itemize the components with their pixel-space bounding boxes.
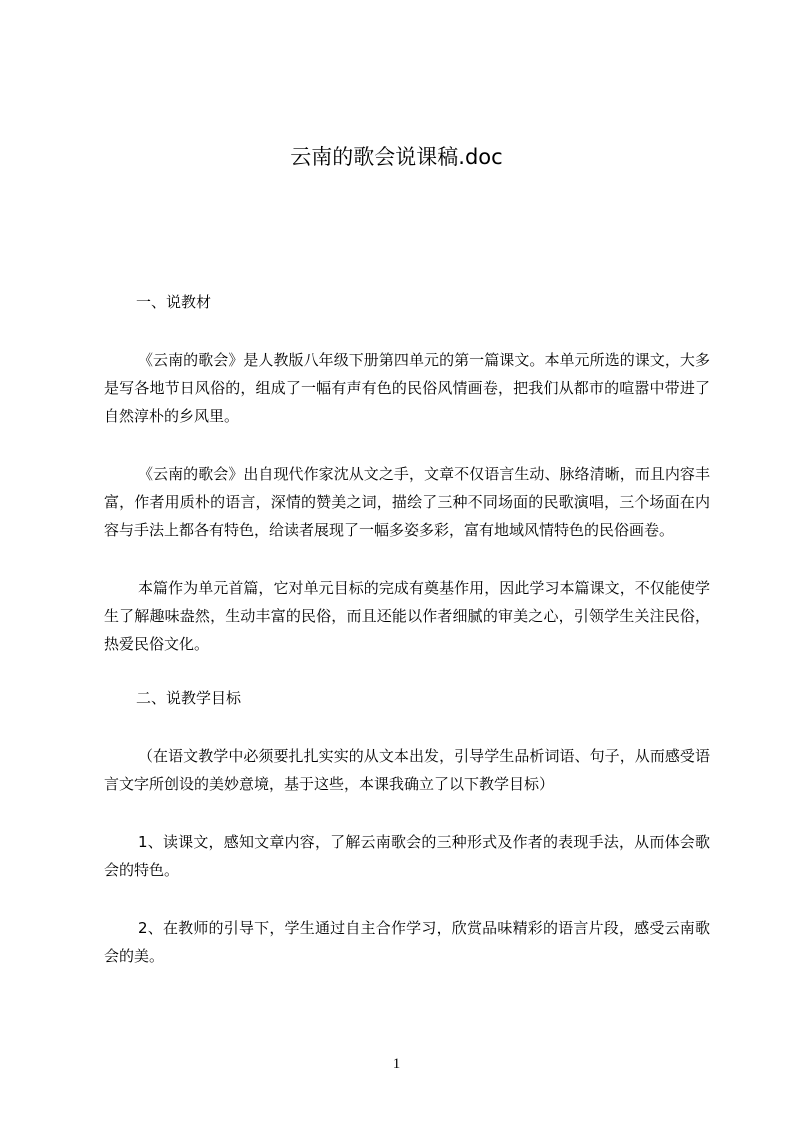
document-body: [104, 288, 710, 970]
spacer: [104, 316, 710, 346]
paragraph-objective-1: 1、读课文，感知文章内容，了解云南歌会的三种形式及作者的表现手法，从而体会歌会的特色。: [104, 833, 710, 879]
paragraph-objective-2: 2、在教师的引导下，学生通过自主合作学习，欣赏品味精彩的语言片段，感受云南歌会的美。: [104, 919, 710, 965]
spacer: [104, 544, 710, 574]
paragraph-textbook-intro: 《云南的歌会》是人教版八年级下册第四单元的第一篇课文。本单元所选的课文，大多是写各地节日风俗的，组成了一幅有声有色的民俗风情画卷，把我们从都市的喧嚣中带进了自然淳朴的乡风里。: [104, 351, 710, 425]
spacer: [104, 798, 710, 828]
spacer: [104, 658, 710, 684]
spacer: [104, 884, 710, 914]
paragraph-textbook-role: 本篇作为单元首篇，它对单元目标的完成有奠基作用，因此学习本篇课文，不仅能使学生了解趣味盎然，生动丰富的民俗，而且还能以作者细腻的审美之心，引领学生关注民俗，热爱民俗文化。: [104, 579, 710, 653]
section-heading-textbook: 一、说教材: [136, 293, 212, 311]
section-heading-objectives: 二、说教学目标: [136, 689, 242, 707]
spacer: [104, 712, 710, 742]
spacer: [104, 430, 710, 460]
page-number: 1: [392, 1056, 401, 1072]
document-title: 云南的歌会说课稿.doc: [290, 145, 503, 169]
paragraph-objectives-intro: （在语文教学中必须要扎扎实实的从文本出发，引导学生品析词语、句子，从而感受语言文字所创设的美妙意境，基于这些，本课我确立了以下教学目标）: [104, 747, 710, 793]
paragraph-textbook-author: 《云南的歌会》出自现代作家沈从文之手，文章不仅语言生动、脉络清晰，而且内容丰富，作者用质朴的语言，深情的赞美之词，描绘了三种不同场面的民歌演唱，三个场面在内容与手法上都各有特色，给读者展现了一幅多姿多彩，富有地域风情特色的民俗画卷。: [104, 465, 710, 539]
